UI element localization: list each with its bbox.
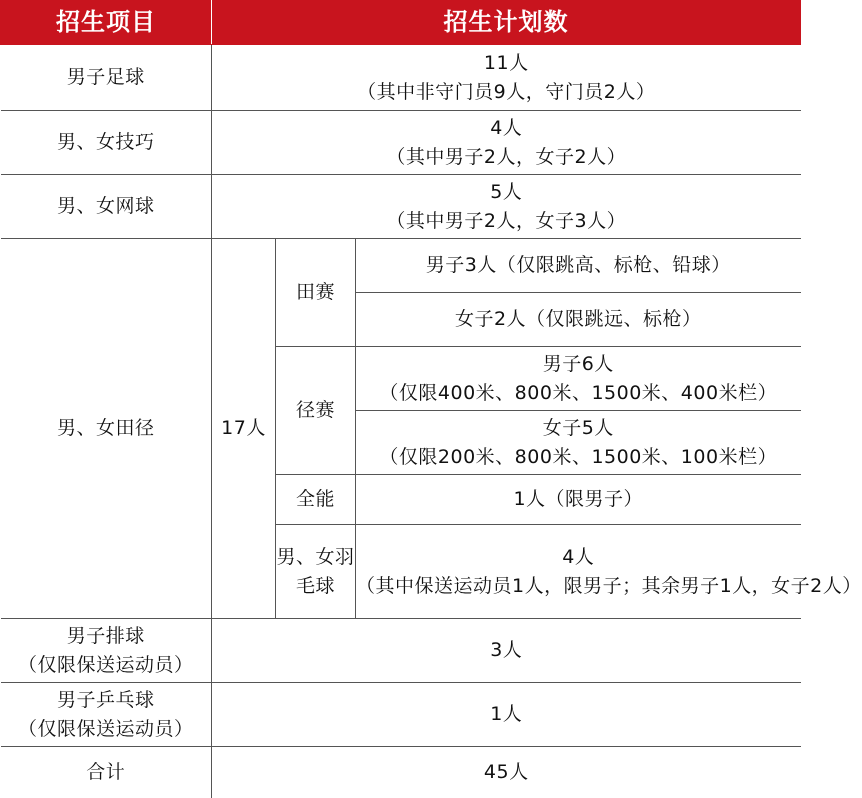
table-row [1,683,801,747]
table-row [1,111,801,175]
row-plan-football [212,45,801,111]
row-project-total: 合计 [1,747,212,798]
row-plan-tabletennis: 1人 [212,683,801,747]
row-project-football: 男子足球 [1,45,212,111]
plan-detail: （其中非守门员9人，守门员2人） [357,80,656,103]
project-name: 男子乒乓球 [56,688,155,711]
row-project-badminton: 男、女羽毛球 [276,525,356,619]
athletics-field-label: 田赛 [276,239,356,347]
header-project: 招生项目 [1,1,212,45]
table-row [1,175,801,239]
plan-count: 4人 [562,545,595,568]
track-women-detail: （仅限200米、800米、1500米、100米栏） [379,445,778,468]
athletics-allround-label: 全能 [276,475,356,525]
athletics-track-label: 径赛 [276,347,356,475]
track-men-count: 男子6人 [542,352,614,375]
project-note: （仅限保送运动员） [17,653,194,676]
table-row [1,45,801,111]
table-row [1,239,801,293]
athletics-allround-value: 1人（限男子） [356,475,801,525]
project-name: 男子排球 [66,624,145,647]
row-project-skills: 男、女技巧 [1,111,212,175]
track-women-count: 女子5人 [542,416,614,439]
header-plan-count: 招生计划数 [212,1,801,45]
plan-count: 5人 [490,180,523,203]
track-men-detail: （仅限400米、800米、1500米、400米栏） [379,381,778,404]
row-project-tabletennis [1,683,212,747]
table-row [1,619,801,683]
athletics-track-women [356,411,801,475]
athletics-total: 17人 [212,239,276,619]
project-note: （仅限保送运动员） [17,717,194,740]
row-project-tennis: 男、女网球 [1,175,212,239]
row-plan-badminton [356,525,862,619]
plan-detail: （其中男子2人，女子3人） [386,209,627,232]
table-header-row [1,1,801,45]
row-project-athletics: 男、女田径 [1,239,212,619]
row-plan-volleyball: 3人 [212,619,801,683]
plan-count: 4人 [490,116,523,139]
row-plan-skills [212,111,801,175]
row-plan-tennis [212,175,801,239]
athletics-field-women: 女子2人（仅限跳远、标枪） [356,293,801,347]
athletics-field-men: 男子3人（仅限跳高、标枪、铅球） [356,239,801,293]
row-plan-total: 45人 [212,747,801,798]
athletics-track-men [356,347,801,411]
plan-detail: （其中男子2人，女子2人） [386,145,627,168]
plan-count: 11人 [483,51,529,74]
table-row-total [1,747,801,798]
plan-detail: （其中保送运动员1人，限男子；其余男子1人，女子2人） [356,574,862,597]
row-project-volleyball [1,619,212,683]
